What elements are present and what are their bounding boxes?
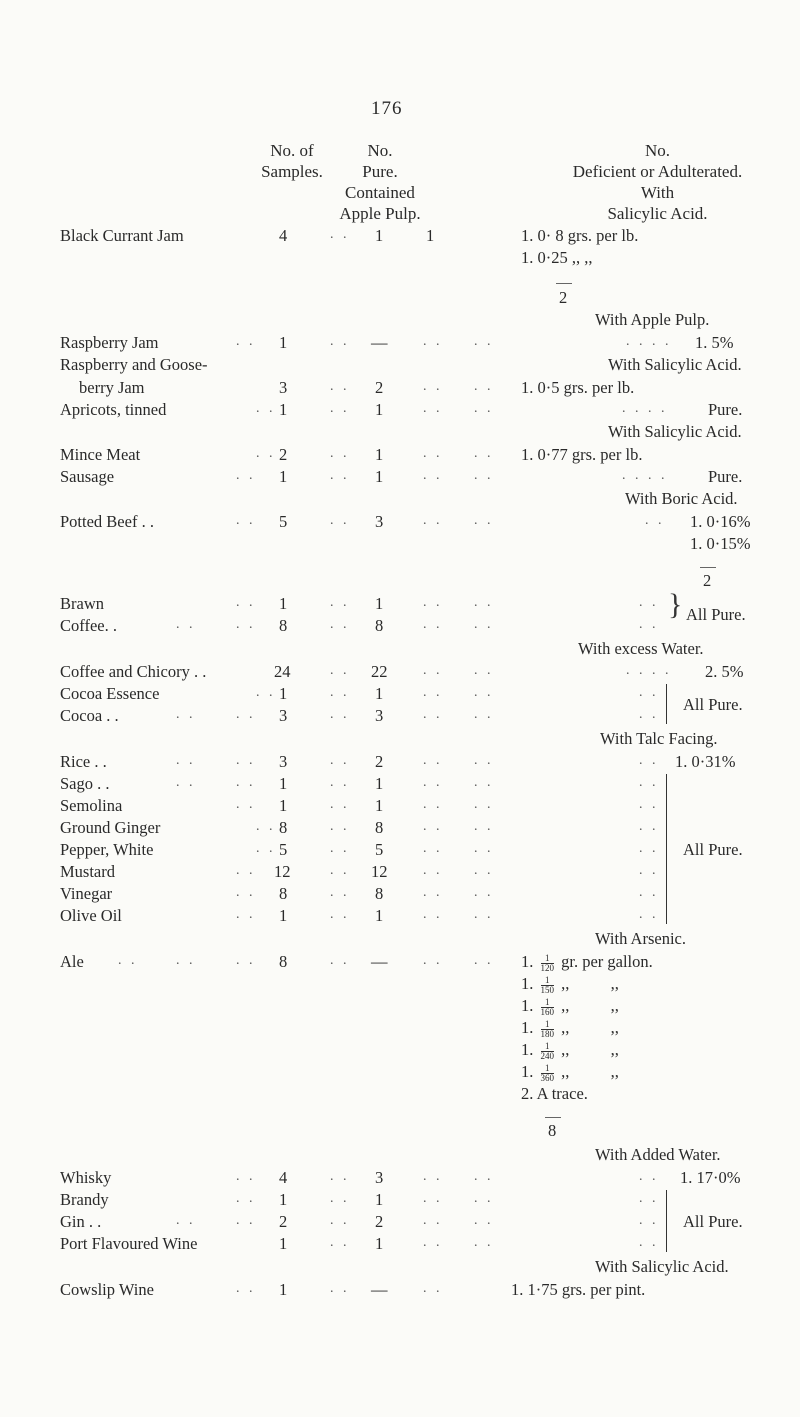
group-note: All Pure. [683, 695, 743, 714]
pure-count: 1 [375, 774, 384, 793]
divider [556, 283, 572, 284]
divider [700, 567, 716, 568]
samples-count: 3 [279, 706, 288, 725]
samples-count: 1 [279, 796, 288, 815]
samples-count: 2 [279, 445, 288, 464]
item-name: Brandy [60, 1190, 109, 1209]
leader-dots: . . [330, 663, 350, 678]
leader-dots: . . [236, 468, 256, 483]
leader-dots: . . [176, 1213, 196, 1228]
leader-dots: . . [474, 617, 494, 632]
samples-count: 1 [279, 400, 288, 419]
samples-count: 5 [279, 840, 288, 859]
arsenic-line: 1. $\frac{1}{360}$ ,, ,, [521, 1062, 619, 1083]
adulterant-value: Pure. [708, 467, 743, 486]
leader-dots: . . [256, 841, 276, 856]
arsenic-line: 1. $\frac{1}{150}$ ,, ,, [521, 974, 619, 995]
item-name: Port Flavoured Wine [60, 1234, 198, 1253]
samples-count: 1 [279, 774, 288, 793]
leader-dots: . . [474, 707, 494, 722]
leader-dots: . . [423, 1169, 443, 1184]
header-deficient: No. Deficient or Adulterated. With Salicylic Acid. [572, 141, 743, 223]
samples-count: 8 [279, 616, 288, 635]
leader-dots: . . [330, 863, 350, 878]
leader-dots: . . [639, 595, 659, 610]
adulterant-value: 1. 0· 8 grs. per lb. [521, 226, 639, 245]
leader-dots: . . [423, 907, 443, 922]
leader-dots: . . [639, 1191, 659, 1206]
leader-dots: . . [330, 797, 350, 812]
leader-dots: . . [236, 513, 256, 528]
leader-dots: . . [236, 1169, 256, 1184]
group-note: All Pure. [686, 605, 746, 624]
leader-dots: . . [176, 753, 196, 768]
leader-dots: . . [236, 1281, 256, 1296]
pure-count: 2 [375, 378, 384, 397]
pure-count: 1 [375, 1190, 384, 1209]
pure-count: 1 [375, 594, 384, 613]
fraction: $\frac{1}{120}$ [540, 952, 554, 973]
item-name: Potted Beef . . [60, 512, 154, 531]
pure-count: — [371, 1280, 388, 1299]
leader-dots: . . [236, 1213, 256, 1228]
adulterant-value: 2. 5% [705, 662, 744, 681]
adulterant-heading: With excess Water. [578, 639, 704, 658]
item-name: Mustard [60, 862, 115, 881]
pure-count: 1 [375, 445, 384, 464]
item-name: Brawn [60, 594, 104, 613]
leader-dots: . . [236, 907, 256, 922]
leader-dots: . . [236, 1191, 256, 1206]
adulterant-value: 1. 0·77 grs. per lb. [521, 445, 643, 464]
leader-dots: . . [236, 617, 256, 632]
arsenic-line: 1. $\frac{1}{160}$ ,, ,, [521, 996, 619, 1017]
leader-dots: . . [423, 841, 443, 856]
pure-count: 8 [375, 818, 384, 837]
pure-count: 3 [375, 512, 384, 531]
item-name: Olive Oil [60, 906, 122, 925]
leader-dots: . . [474, 775, 494, 790]
leader-dots: . . [330, 446, 350, 461]
leader-dots: . . . . [626, 663, 672, 678]
leader-dots: . . [330, 685, 350, 700]
leader-dots: . . [236, 595, 256, 610]
samples-count: 8 [279, 818, 288, 837]
pure-count: 12 [371, 862, 388, 881]
group-note: All Pure. [683, 1212, 743, 1231]
leader-dots: . . [639, 819, 659, 834]
leader-dots: . . [423, 334, 443, 349]
leader-dots: . . [330, 753, 350, 768]
leader-dots: . . [474, 1169, 494, 1184]
item-name: Ale [60, 952, 84, 971]
leader-dots: . . [639, 1169, 659, 1184]
leader-dots: . . [256, 685, 276, 700]
leader-dots: . . [474, 468, 494, 483]
arsenic-line: 2. A trace. [521, 1084, 588, 1103]
samples-count: 1 [279, 684, 288, 703]
leader-dots: . . [330, 334, 350, 349]
pure-count: 1 [375, 684, 384, 703]
leader-dots: . . . . [626, 334, 672, 349]
leader-dots: . . [236, 707, 256, 722]
item-name: Rice . . [60, 752, 107, 771]
leader-dots: . . [423, 595, 443, 610]
leader-dots: . . [423, 401, 443, 416]
item-name: Black Currant Jam [60, 226, 184, 245]
leader-dots: . . [639, 685, 659, 700]
divider [545, 1117, 561, 1118]
item-name: Pepper, White [60, 840, 154, 859]
leader-dots: . . [474, 446, 494, 461]
leader-dots: . . [474, 841, 494, 856]
leader-dots: . . [330, 1191, 350, 1206]
leader-dots: . . [474, 753, 494, 768]
leader-dots: . . [256, 446, 276, 461]
leader-dots: . . . . [622, 468, 668, 483]
samples-count: 5 [279, 512, 288, 531]
leader-dots: . . [330, 379, 350, 394]
leader-dots: . . [474, 863, 494, 878]
item-name: Semolina [60, 796, 123, 815]
item-name: Raspberry and Goose- [60, 355, 208, 374]
pure-count: — [371, 333, 388, 352]
leader-dots: . . [474, 885, 494, 900]
bracket [666, 1190, 673, 1252]
leader-dots: . . [639, 907, 659, 922]
pure-count: 22 [371, 662, 388, 681]
leader-dots: . . [474, 663, 494, 678]
leader-dots: . . [474, 797, 494, 812]
leader-dots: . . [423, 797, 443, 812]
samples-count: 1 [279, 1234, 288, 1253]
leader-dots: . . [474, 1235, 494, 1250]
fraction: $\frac{1}{240}$ [540, 1040, 554, 1061]
leader-dots: . . [639, 863, 659, 878]
leader-dots: . . [236, 775, 256, 790]
item-name: Coffee and Chicory . . [60, 662, 207, 681]
item-name: Mince Meat [60, 445, 141, 464]
pure-count: 1 [375, 796, 384, 815]
leader-dots: . . [423, 953, 443, 968]
item-name: Sago . . [60, 774, 110, 793]
leader-dots: . . [639, 797, 659, 812]
leader-dots: . . . . [622, 401, 668, 416]
header-apple-pulp: Contained Apple Pulp. [339, 183, 421, 223]
header-pure: No. Pure. [362, 141, 398, 181]
leader-dots: . . [423, 379, 443, 394]
leader-dots: . . [330, 1235, 350, 1250]
leader-dots: . . [474, 379, 494, 394]
samples-count: 24 [274, 662, 291, 681]
page-number: 176 [371, 98, 403, 119]
leader-dots: . . [423, 885, 443, 900]
samples-count: 8 [279, 884, 288, 903]
pure-count: 1 [375, 467, 384, 486]
item-name: Cowslip Wine [60, 1280, 154, 1299]
leader-dots: . . [423, 1191, 443, 1206]
leader-dots: . . [474, 953, 494, 968]
pure-count: 3 [375, 1168, 384, 1187]
adulterant-value: 1. 0·5 grs. per lb. [521, 378, 635, 397]
pure-count: 3 [375, 706, 384, 725]
leader-dots: . . [474, 401, 494, 416]
leader-dots: . . [236, 797, 256, 812]
leader-dots: . . [423, 617, 443, 632]
samples-count: 12 [274, 862, 291, 881]
fraction: $\frac{1}{360}$ [540, 1062, 554, 1083]
leader-dots: . . [423, 1235, 443, 1250]
leader-dots: . . [330, 885, 350, 900]
leader-dots: . . [236, 753, 256, 768]
leader-dots: . . [330, 513, 350, 528]
leader-dots: . . [474, 595, 494, 610]
adulterant-heading: With Arsenic. [595, 929, 686, 948]
leader-dots: . . [639, 1235, 659, 1250]
pure-count: — [371, 952, 388, 971]
leader-dots: . . [330, 227, 350, 242]
item-name: Sausage [60, 467, 115, 486]
leader-dots: . . [639, 1213, 659, 1228]
arsenic-line: 1. $\frac{1}{180}$ ,, ,, [521, 1018, 619, 1039]
adulterant-value: 1. 0·31% [675, 752, 736, 771]
leader-dots: . . [330, 595, 350, 610]
pure-count: 1 [375, 226, 384, 245]
leader-dots: . . [330, 841, 350, 856]
leader-dots: . . [423, 1281, 443, 1296]
adulterant-heading: With Boric Acid. [625, 489, 738, 508]
apple-pulp-count: 1 [426, 226, 435, 245]
adulterant-value: 1. 5% [695, 333, 734, 352]
samples-count: 1 [279, 467, 288, 486]
leader-dots: . . [330, 707, 350, 722]
item-name: Cocoa . . [60, 706, 119, 725]
leader-dots: . . [330, 1281, 350, 1296]
bracket [666, 684, 673, 724]
item-name: Whisky [60, 1168, 112, 1187]
leader-dots: . . [176, 617, 196, 632]
leader-dots: . . [176, 775, 196, 790]
leader-dots: . . [423, 775, 443, 790]
leader-dots: . . [474, 513, 494, 528]
leader-dots: . . [330, 907, 350, 922]
samples-count: 3 [279, 378, 288, 397]
adulterant-heading: With Salicylic Acid. [608, 355, 742, 374]
leader-dots: . . [236, 953, 256, 968]
leader-dots: . . [423, 446, 443, 461]
header-samples: No. of Samples. [261, 141, 323, 181]
subtotal: 2 [559, 288, 568, 307]
leader-dots: . . [423, 753, 443, 768]
pure-count: 1 [375, 906, 384, 925]
fraction: $\frac{1}{150}$ [540, 974, 554, 995]
adulterant-heading: With Salicylic Acid. [608, 422, 742, 441]
leader-dots: . . [423, 1213, 443, 1228]
adulterant-heading: With Added Water. [595, 1145, 721, 1164]
leader-dots: . . [330, 953, 350, 968]
adulterant-value: 1. 17·0% [680, 1168, 741, 1187]
leader-dots: . . [423, 707, 443, 722]
item-name: Apricots, tinned [60, 400, 167, 419]
leader-dots: . . [639, 775, 659, 790]
arsenic-line: 1. $\frac{1}{120}$ gr. per gallon. [521, 952, 653, 973]
leader-dots: . . [423, 863, 443, 878]
samples-count: 1 [279, 1280, 288, 1299]
fraction: $\frac{1}{180}$ [540, 1018, 554, 1039]
item-name: berry Jam [79, 378, 145, 397]
adulterant-value: 1. 0·25 ,, ,, [521, 248, 593, 267]
leader-dots: . . [118, 953, 138, 968]
leader-dots: . . [639, 707, 659, 722]
leader-dots: . . [423, 663, 443, 678]
leader-dots: . . [645, 513, 665, 528]
leader-dots: . . [639, 841, 659, 856]
leader-dots: . . [474, 685, 494, 700]
leader-dots: . . [176, 707, 196, 722]
leader-dots: . . [423, 819, 443, 834]
samples-count: 1 [279, 333, 288, 352]
adulterant-value: 1. 0·15% [690, 534, 751, 553]
pure-count: 8 [375, 616, 384, 635]
samples-count: 1 [279, 1190, 288, 1209]
samples-count: 8 [279, 952, 288, 971]
item-name: Cocoa Essence [60, 684, 160, 703]
samples-count: 1 [279, 594, 288, 613]
adulterant-heading: With Apple Pulp. [595, 310, 710, 329]
pure-count: 1 [375, 1234, 384, 1253]
leader-dots: . . [330, 468, 350, 483]
leader-dots: . . [236, 334, 256, 349]
subtotal: 8 [548, 1121, 557, 1140]
leader-dots: . . [256, 819, 276, 834]
item-name: Gin . . [60, 1212, 102, 1231]
leader-dots: . . [474, 819, 494, 834]
group-note: All Pure. [683, 840, 743, 859]
item-name: Ground Ginger [60, 818, 161, 837]
leader-dots: . . [236, 885, 256, 900]
samples-count: 4 [279, 1168, 288, 1187]
leader-dots: . . [474, 907, 494, 922]
adulterant-value: 1. 1·75 grs. per pint. [511, 1280, 646, 1299]
leader-dots: . . [330, 775, 350, 790]
leader-dots: . . [330, 401, 350, 416]
leader-dots: . . [330, 819, 350, 834]
adulterant-value: 1. 0·16% [690, 512, 751, 531]
pure-count: 5 [375, 840, 384, 859]
leader-dots: . . [423, 685, 443, 700]
leader-dots: . . [330, 1213, 350, 1228]
samples-count: 4 [279, 226, 288, 245]
samples-count: 1 [279, 906, 288, 925]
adulterant-heading: With Salicylic Acid. [595, 1257, 729, 1276]
pure-count: 8 [375, 884, 384, 903]
leader-dots: . . [639, 617, 659, 632]
subtotal: 2 [703, 571, 712, 590]
leader-dots: . . [423, 513, 443, 528]
fraction: $\frac{1}{160}$ [540, 996, 554, 1017]
adulterant-heading: With Talc Facing. [600, 729, 718, 748]
adulterant-value: Pure. [708, 400, 743, 419]
bracket [666, 774, 673, 924]
item-name: Coffee. . [60, 616, 117, 635]
pure-count: 2 [375, 1212, 384, 1231]
item-name: Raspberry Jam [60, 333, 159, 352]
right-brace: } [668, 588, 683, 621]
pure-count: 2 [375, 752, 384, 771]
samples-count: 3 [279, 752, 288, 771]
item-name: Vinegar [60, 884, 113, 903]
leader-dots: . . [639, 885, 659, 900]
arsenic-line: 1. $\frac{1}{240}$ ,, ,, [521, 1040, 619, 1061]
leader-dots: . . [639, 753, 659, 768]
leader-dots: . . [256, 401, 276, 416]
leader-dots: . . [474, 334, 494, 349]
leader-dots: . . [474, 1191, 494, 1206]
leader-dots: . . [330, 617, 350, 632]
pure-count: 1 [375, 400, 384, 419]
leader-dots: . . [474, 1213, 494, 1228]
leader-dots: . . [330, 1169, 350, 1184]
leader-dots: . . [423, 468, 443, 483]
samples-count: 2 [279, 1212, 288, 1231]
leader-dots: . . [236, 863, 256, 878]
leader-dots: . . [176, 953, 196, 968]
